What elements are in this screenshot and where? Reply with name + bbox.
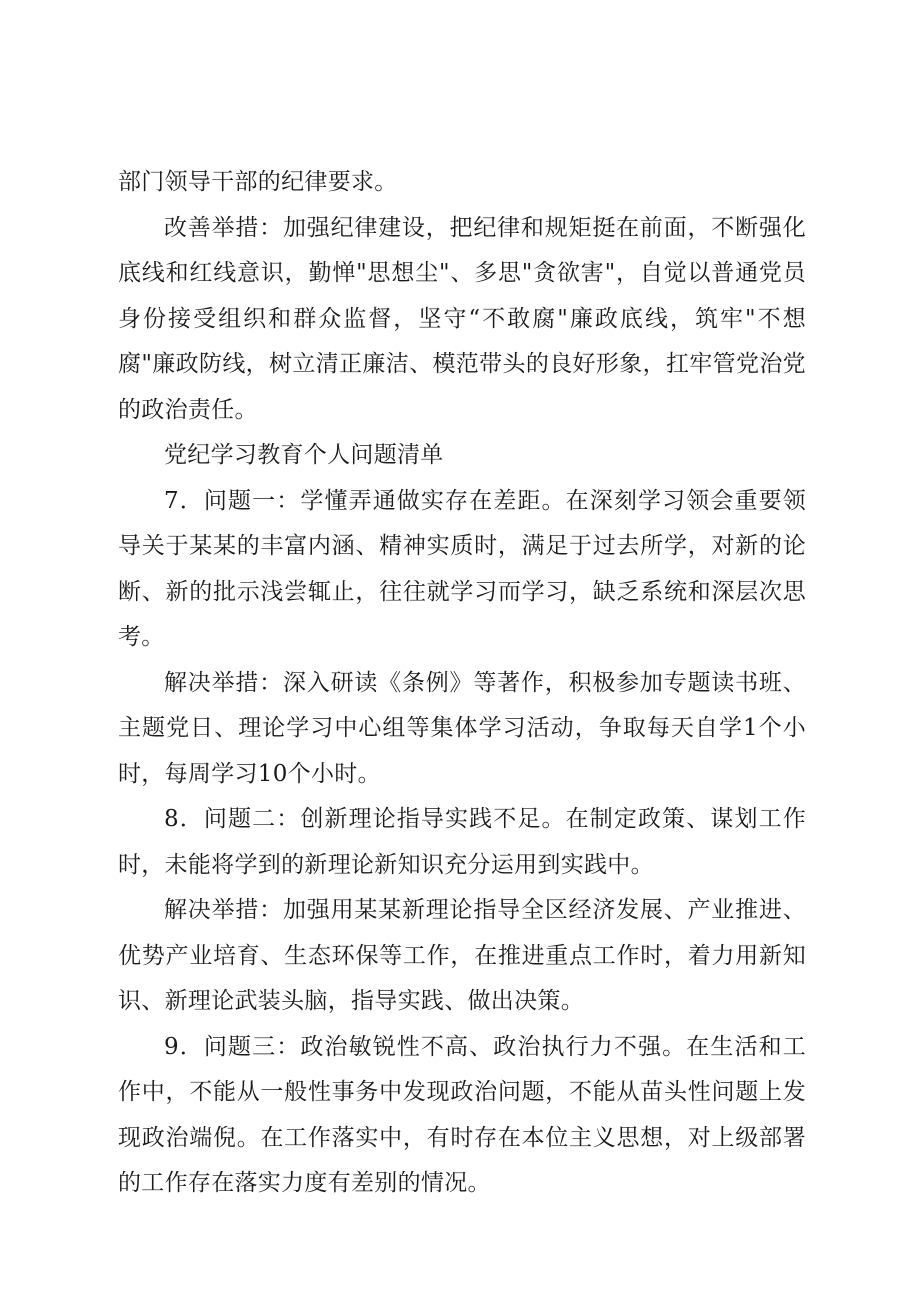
paragraph-solution-one: 解决举措：深入研读《条例》等著作，积极参加专题读书班、主题党日、理论学习中心组等集体学习活动，争取每天自学1个小时，每周学习10个小时。 [118, 669, 806, 787]
document-body [118, 160, 806, 1207]
paragraph-problem-one: 7．问题一：学懂弄通做实存在差距。在深刻学习领会重要领导关于某某的丰富内涵、精神实质时，满足于过去所学，对新的论断、新的批示浅尝辄止，往往就学习而学习，缺乏系统和深层次思考。 [118, 487, 806, 650]
paragraph-improvement-measures: 改善举措：加强纪律建设，把纪律和规矩挺在前面，不断强化底线和红线意识，勤惮"思想尘"、多思"贪欲害"，自觉以普通党员身份接受组织和群众监督，坚守“不敢腐"廉政底线，筑牢"不想腐"廉政防线，树立清正廉洁、模范带头的良好形象，扛牢管党治党的政治责任。 [118, 214, 806, 423]
paragraph-problem-three: 9．问题三：政治敏锐性不高、政治执行力不强。在生活和工作中，不能从一般性事务中发现政治问题，不能从苗头性问题上发现政治端倪。在工作落实中，有时存在本位主义思想，对上级部署的工作存在落实力度有差别的情况。 [118, 1033, 806, 1196]
paragraph-problem-two: 8．问题二：创新理论指导实践不足。在制定政策、谋划工作时，未能将学到的新理论新知识充分运用到实践中。 [118, 806, 806, 878]
paragraph-solution-two: 解决举措：加强用某某新理论指导全区经济发展、产业推进、优势产业培育、生态环保等工作，在推进重点工作时，着力用新知识、新理论武装头脑，指导实践、做出决策。 [118, 897, 806, 1014]
paragraph-continuation: 部门领导干部的纪律要求。 [118, 169, 398, 195]
section-heading: 党纪学习教育个人问题清单 [164, 442, 444, 468]
